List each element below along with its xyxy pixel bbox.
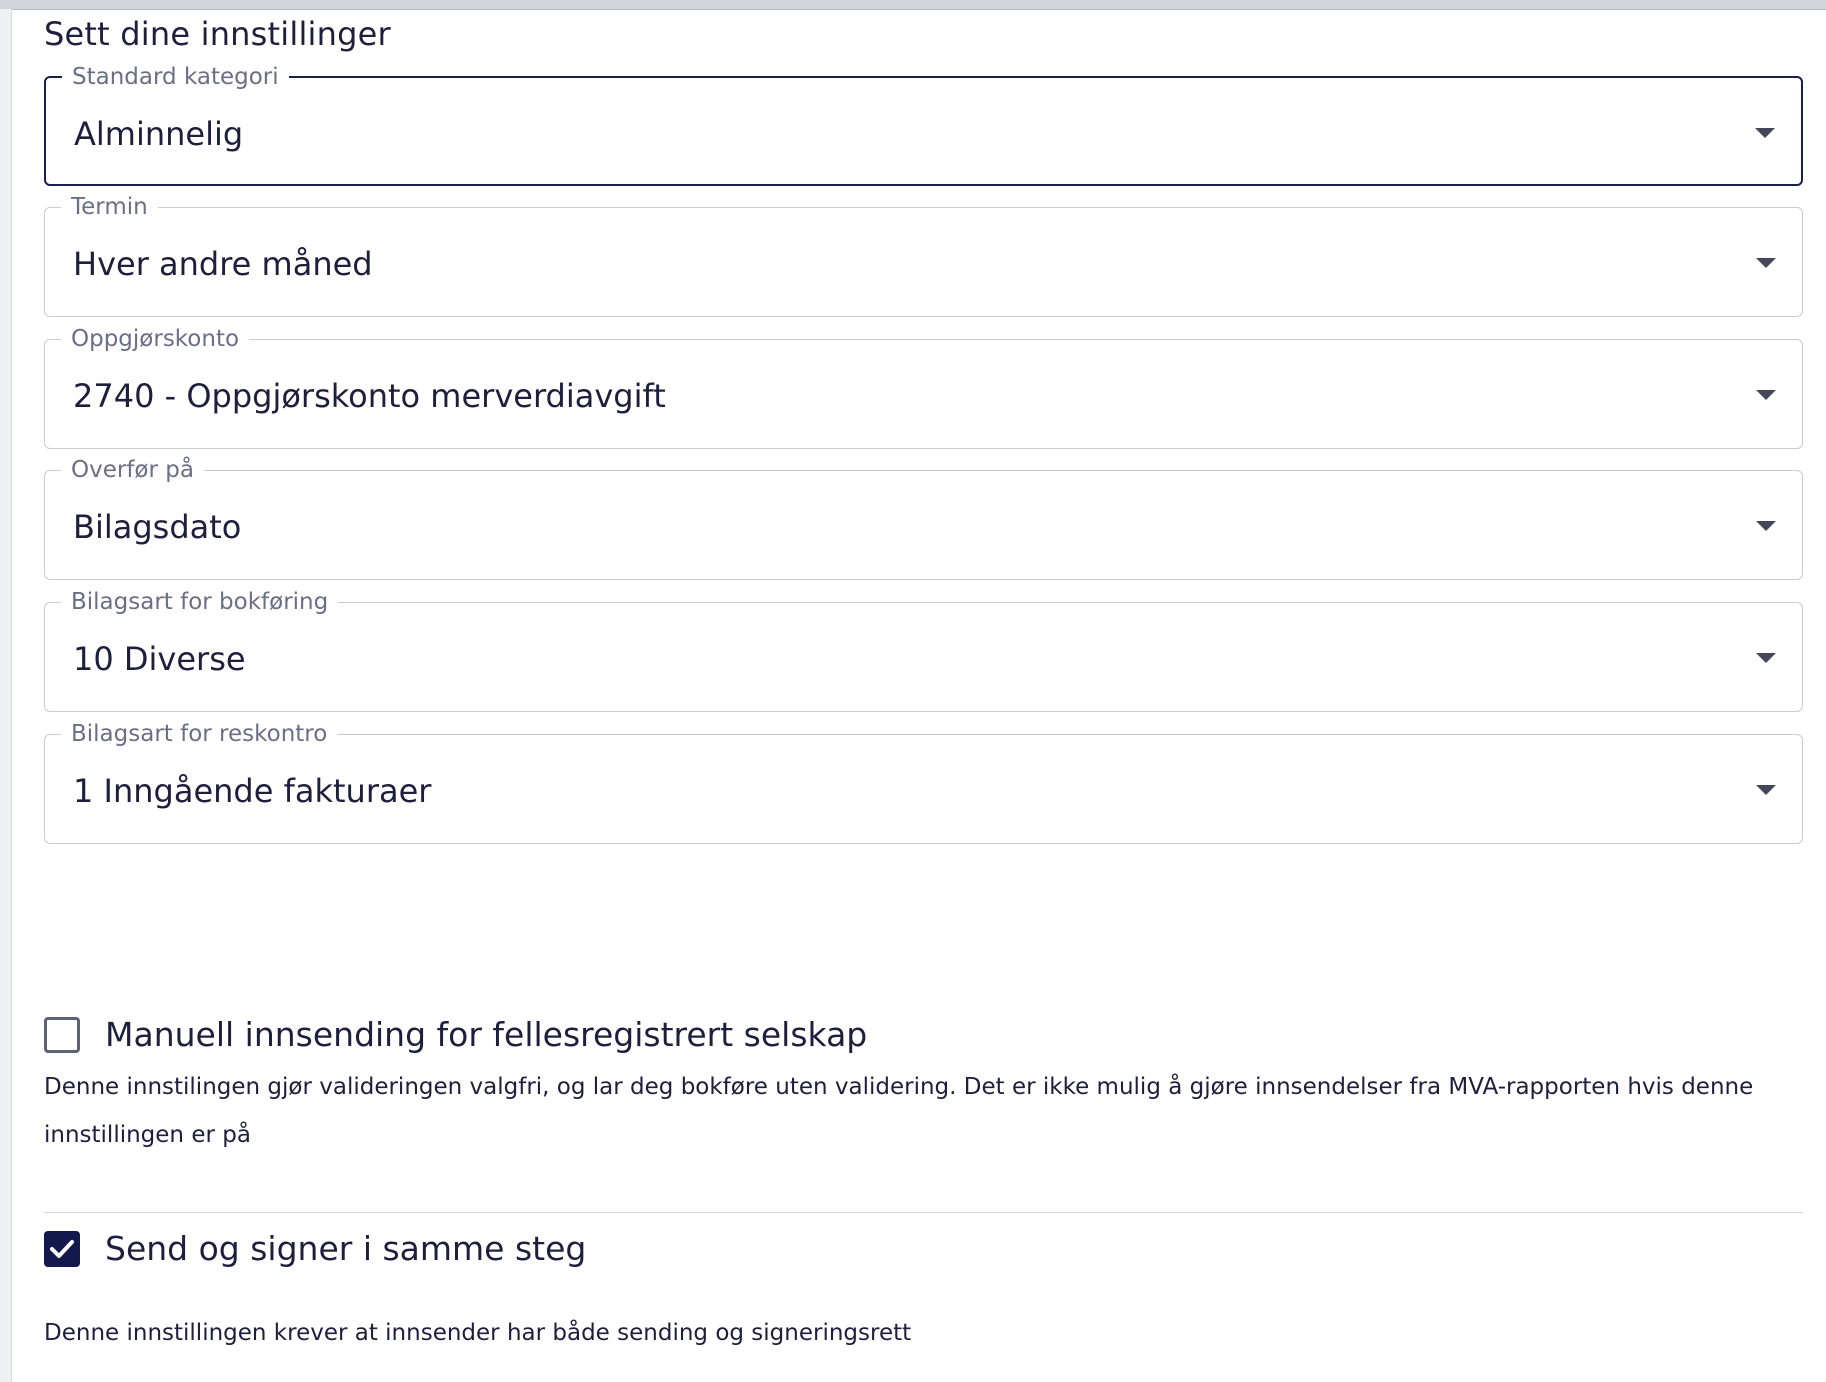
field-label: Standard kategori — [62, 63, 289, 91]
chevron-down-icon[interactable] — [1756, 785, 1776, 795]
window-top-edge — [0, 0, 1826, 10]
field-label: Oppgjørskonto — [61, 325, 249, 353]
field-value: 10 Diverse — [73, 640, 246, 678]
voucher-type-posting-select[interactable] — [44, 589, 1803, 712]
chevron-down-icon[interactable] — [1756, 258, 1776, 268]
transfer-on-select[interactable] — [44, 457, 1803, 580]
field-label: Termin — [61, 193, 158, 221]
left-panel-edge — [0, 9, 12, 1382]
send-and-sign-option[interactable] — [44, 1227, 1803, 1271]
field-value: Hver andre måned — [73, 245, 373, 283]
field-value: Alminnelig — [74, 115, 244, 153]
divider — [44, 1212, 1803, 1213]
field-label: Bilagsart for reskontro — [61, 720, 337, 748]
term-select[interactable] — [44, 194, 1803, 317]
option-label[interactable]: Manuell innsending for fellesregistrert selskap — [105, 1015, 868, 1054]
chevron-down-icon[interactable] — [1756, 521, 1776, 531]
checkmark-icon — [48, 1236, 76, 1262]
manual-submission-checkbox[interactable] — [44, 1017, 80, 1053]
settlement-account-select[interactable] — [44, 326, 1803, 449]
field-label: Overfør på — [61, 456, 204, 484]
field-value: 2740 - Oppgjørskonto merverdiavgift — [73, 377, 666, 415]
chevron-down-icon[interactable] — [1755, 128, 1775, 138]
field-label: Bilagsart for bokføring — [61, 588, 338, 616]
option-label[interactable]: Send og signer i samme steg — [105, 1229, 587, 1268]
send-and-sign-checkbox[interactable] — [44, 1231, 80, 1267]
standard-category-select[interactable] — [44, 64, 1803, 186]
page-title: Sett dine innstillinger — [44, 15, 391, 53]
chevron-down-icon[interactable] — [1756, 390, 1776, 400]
option-help-text: Denne innstilingen gjør valideringen valgfri, og lar deg bokføre uten validering. Det er ikke mulig å gjøre innsendelser fra MVA-rapporten hvis denne innstillingen er på — [44, 1074, 1754, 1148]
manual-submission-option[interactable] — [44, 1013, 1803, 1057]
option-help-text: Denne innstillingen krever at innsender har både sending og signeringsrett — [44, 1320, 912, 1346]
field-value: 1 Inngående fakturaer — [73, 772, 432, 810]
voucher-type-ledger-select[interactable] — [44, 721, 1803, 844]
field-value: Bilagsdato — [73, 508, 242, 546]
chevron-down-icon[interactable] — [1756, 653, 1776, 663]
